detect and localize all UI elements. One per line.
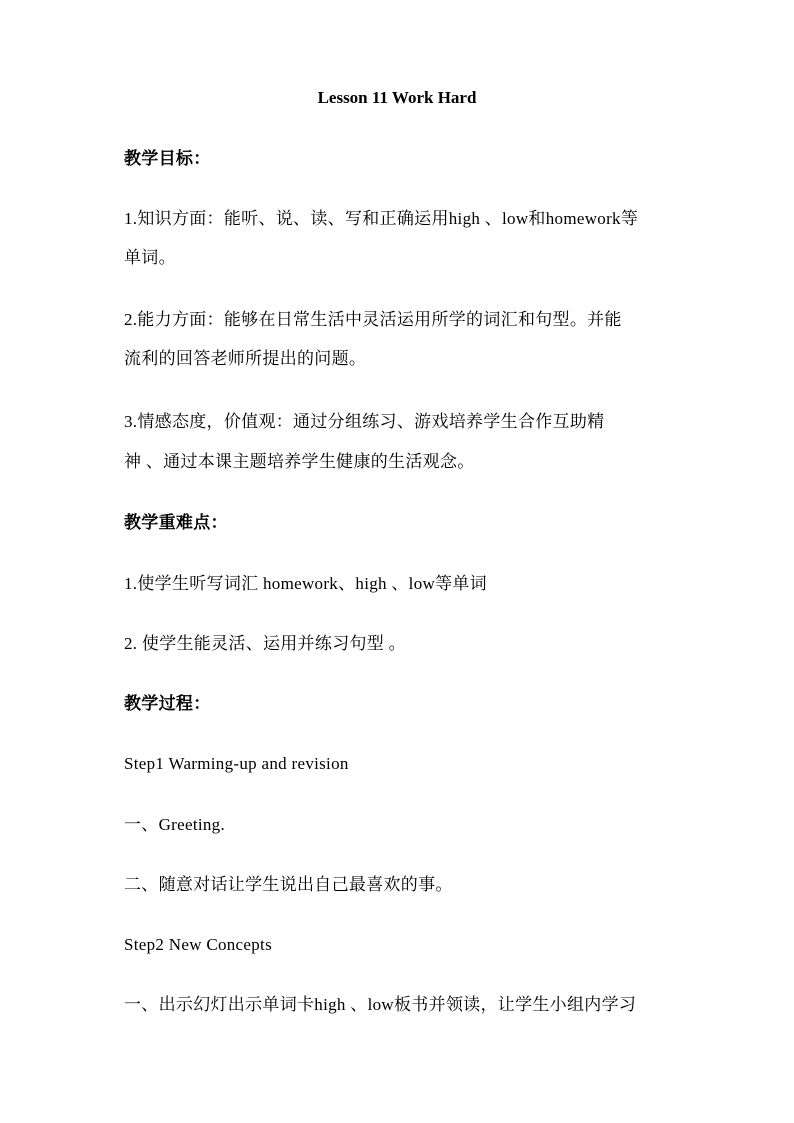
- process-step-1: Step1 Warming-up and revision: [124, 754, 349, 773]
- process-step-2: Step2 New Concepts: [124, 935, 272, 954]
- key-points-heading: 教学重难点：: [124, 513, 228, 532]
- objective-item-2-line-1: 2.能力方面：能够在日常生活中灵活运用所学的词汇和句型。并能: [124, 310, 622, 329]
- process-heading: 教学过程：: [124, 694, 211, 713]
- document-title: Lesson 11 Work Hard: [317, 88, 477, 107]
- objectives-heading: 教学目标：: [124, 149, 211, 168]
- objective-item-2-line-2: 流利的回答老师所提出的问题。: [124, 349, 367, 368]
- process-step-2-item-a: 一、出示幻灯出示单词卡high 、low板书并领读，让学生小组内学习: [124, 995, 637, 1014]
- key-point-item-1: 1.使学生听写词汇 homework、high 、low等单词: [124, 574, 487, 593]
- process-step-1-item-a: 一、Greeting.: [124, 815, 226, 834]
- key-point-item-2: 2. 使学生能灵活、运用并练习句型 。: [124, 634, 406, 653]
- process-step-1-item-b: 二、随意对话让学生说出自己最喜欢的事。: [124, 875, 453, 894]
- objective-item-1-line-2: 单词。: [124, 248, 176, 267]
- objective-item-1-line-1: 1.知识方面：能听、说、读、写和正确运用high 、low和homework等: [124, 209, 639, 228]
- objective-item-3-line-2: 神 、通过本课主题培养学生健康的生活观念。: [124, 452, 475, 471]
- objective-item-3-line-1: 3.情感态度，价值观：通过分组练习、游戏培养学生合作互助精: [124, 412, 605, 431]
